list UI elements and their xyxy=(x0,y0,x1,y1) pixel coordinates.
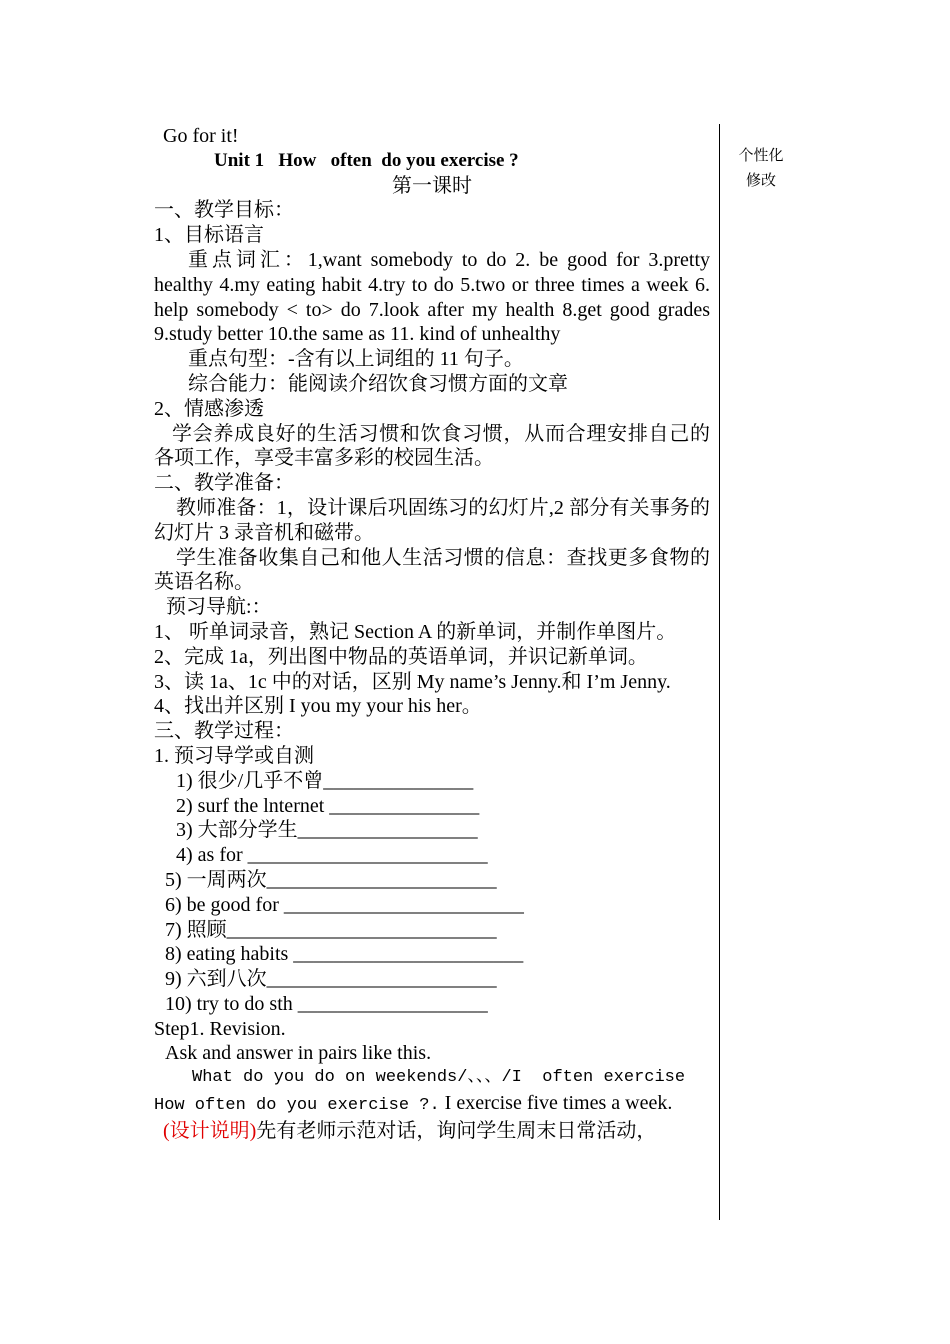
exercise-item: 2) surf the lnternet _______________ xyxy=(176,794,480,817)
sidebar-label-1: 个性化 xyxy=(738,146,784,164)
subsection-1-1: 1、目标语言 xyxy=(154,224,264,247)
preview-item-2: 2、完成 1a，列出图中物品的英语单词，并识记新单词。 xyxy=(154,645,648,668)
exercise-item: 7) 照顾___________________________ xyxy=(165,918,497,941)
sidebar-label-2: 修改 xyxy=(745,171,776,189)
exercise-item: 1) 很少/几乎不曾_______________ xyxy=(176,769,474,792)
lesson-label: 第一课时 xyxy=(392,174,472,197)
key-sentences: 重点句型：-含有以上词组的 11 句子。 xyxy=(188,348,524,371)
exercise-item: 5) 一周两次_______________________ xyxy=(165,868,497,891)
design-note xyxy=(154,1119,710,1144)
preview-item-4: 4、找出并区别 I you my your his her。 xyxy=(154,695,482,718)
section-2-title: 二、教学准备： xyxy=(154,472,294,495)
instruction: Ask and answer in pairs like this. xyxy=(165,1042,432,1065)
subsection-1-2: 2、情感渗透 xyxy=(154,397,264,420)
lesson-plan-content xyxy=(154,124,710,1144)
dialog-answer: I exercise five times a week. xyxy=(439,1092,673,1115)
teacher-preparation: 教师准备：1，设计课后巩固练习的幻灯片,2 部分有关事务的幻灯片 3 录音机和磁带。 xyxy=(154,496,710,544)
dialog-question: How often do you exercise ?. xyxy=(154,1096,440,1116)
dialog-line-1: What do you do on weekends/、、、/I often exercise xyxy=(192,1068,686,1088)
exercise-item: 4) as for ________________________ xyxy=(176,844,488,867)
comprehensive-ability: 综合能力：能阅读介绍饮食习惯方面的文章 xyxy=(188,372,568,395)
exercise-item: 9) 六到八次_______________________ xyxy=(165,968,497,991)
personal-notes-column xyxy=(730,143,792,193)
step-1-title: Step1. Revision. xyxy=(154,1017,286,1040)
self-test-title: 1. 预习导学或自测 xyxy=(154,744,314,767)
preview-item-1: 1、 听单词录音，熟记 Section A 的新单词，并制作单图片。 xyxy=(154,620,677,643)
student-preparation: 学生准备收集自己和他人生活习惯的信息：查找更多食物的英语名称。 xyxy=(154,546,710,594)
header: Go for it! xyxy=(163,125,239,147)
preview-title: 预习导航:： xyxy=(166,596,272,619)
exercise-item: 10) try to do sth ___________________ xyxy=(165,992,488,1015)
section-3-title: 三、教学过程： xyxy=(154,720,294,743)
unit-title: Unit 1 How often do you exercise ? xyxy=(214,149,519,171)
design-note-text: 先有老师示范对话，询问学生周末日常活动， xyxy=(256,1119,657,1142)
exercise-item: 8) eating habits _______________________ xyxy=(165,943,524,966)
preview-item-3: 3、读 1a、1c 中的对话，区别 My name’s Jenny.和 I’m Jenny. xyxy=(154,670,671,693)
emotion-goal: 学会养成良好的生活习惯和饮食习惯，从而合理安排自己的各项工作，享受丰富多彩的校园生活。 xyxy=(154,422,710,470)
dialog-line-2 xyxy=(154,1091,710,1119)
exercise-item: 6) be good for ________________________ xyxy=(165,893,524,916)
exercise-item: 3) 大部分学生__________________ xyxy=(176,819,478,842)
section-1-title: 一、教学目标： xyxy=(154,199,294,222)
design-note-label: (设计说明) xyxy=(163,1119,257,1142)
key-vocabulary: 重点词汇：1,want somebody to do 2. be good for 3.pretty healthy 4.my eating habit 4.try to do 5.two or three times a week 6. help somebody < to> do 7.look after my health 8.get good grades 9.study better 10.the same as 11. kind of unhealthy xyxy=(154,248,710,346)
column-divider xyxy=(719,124,720,1220)
